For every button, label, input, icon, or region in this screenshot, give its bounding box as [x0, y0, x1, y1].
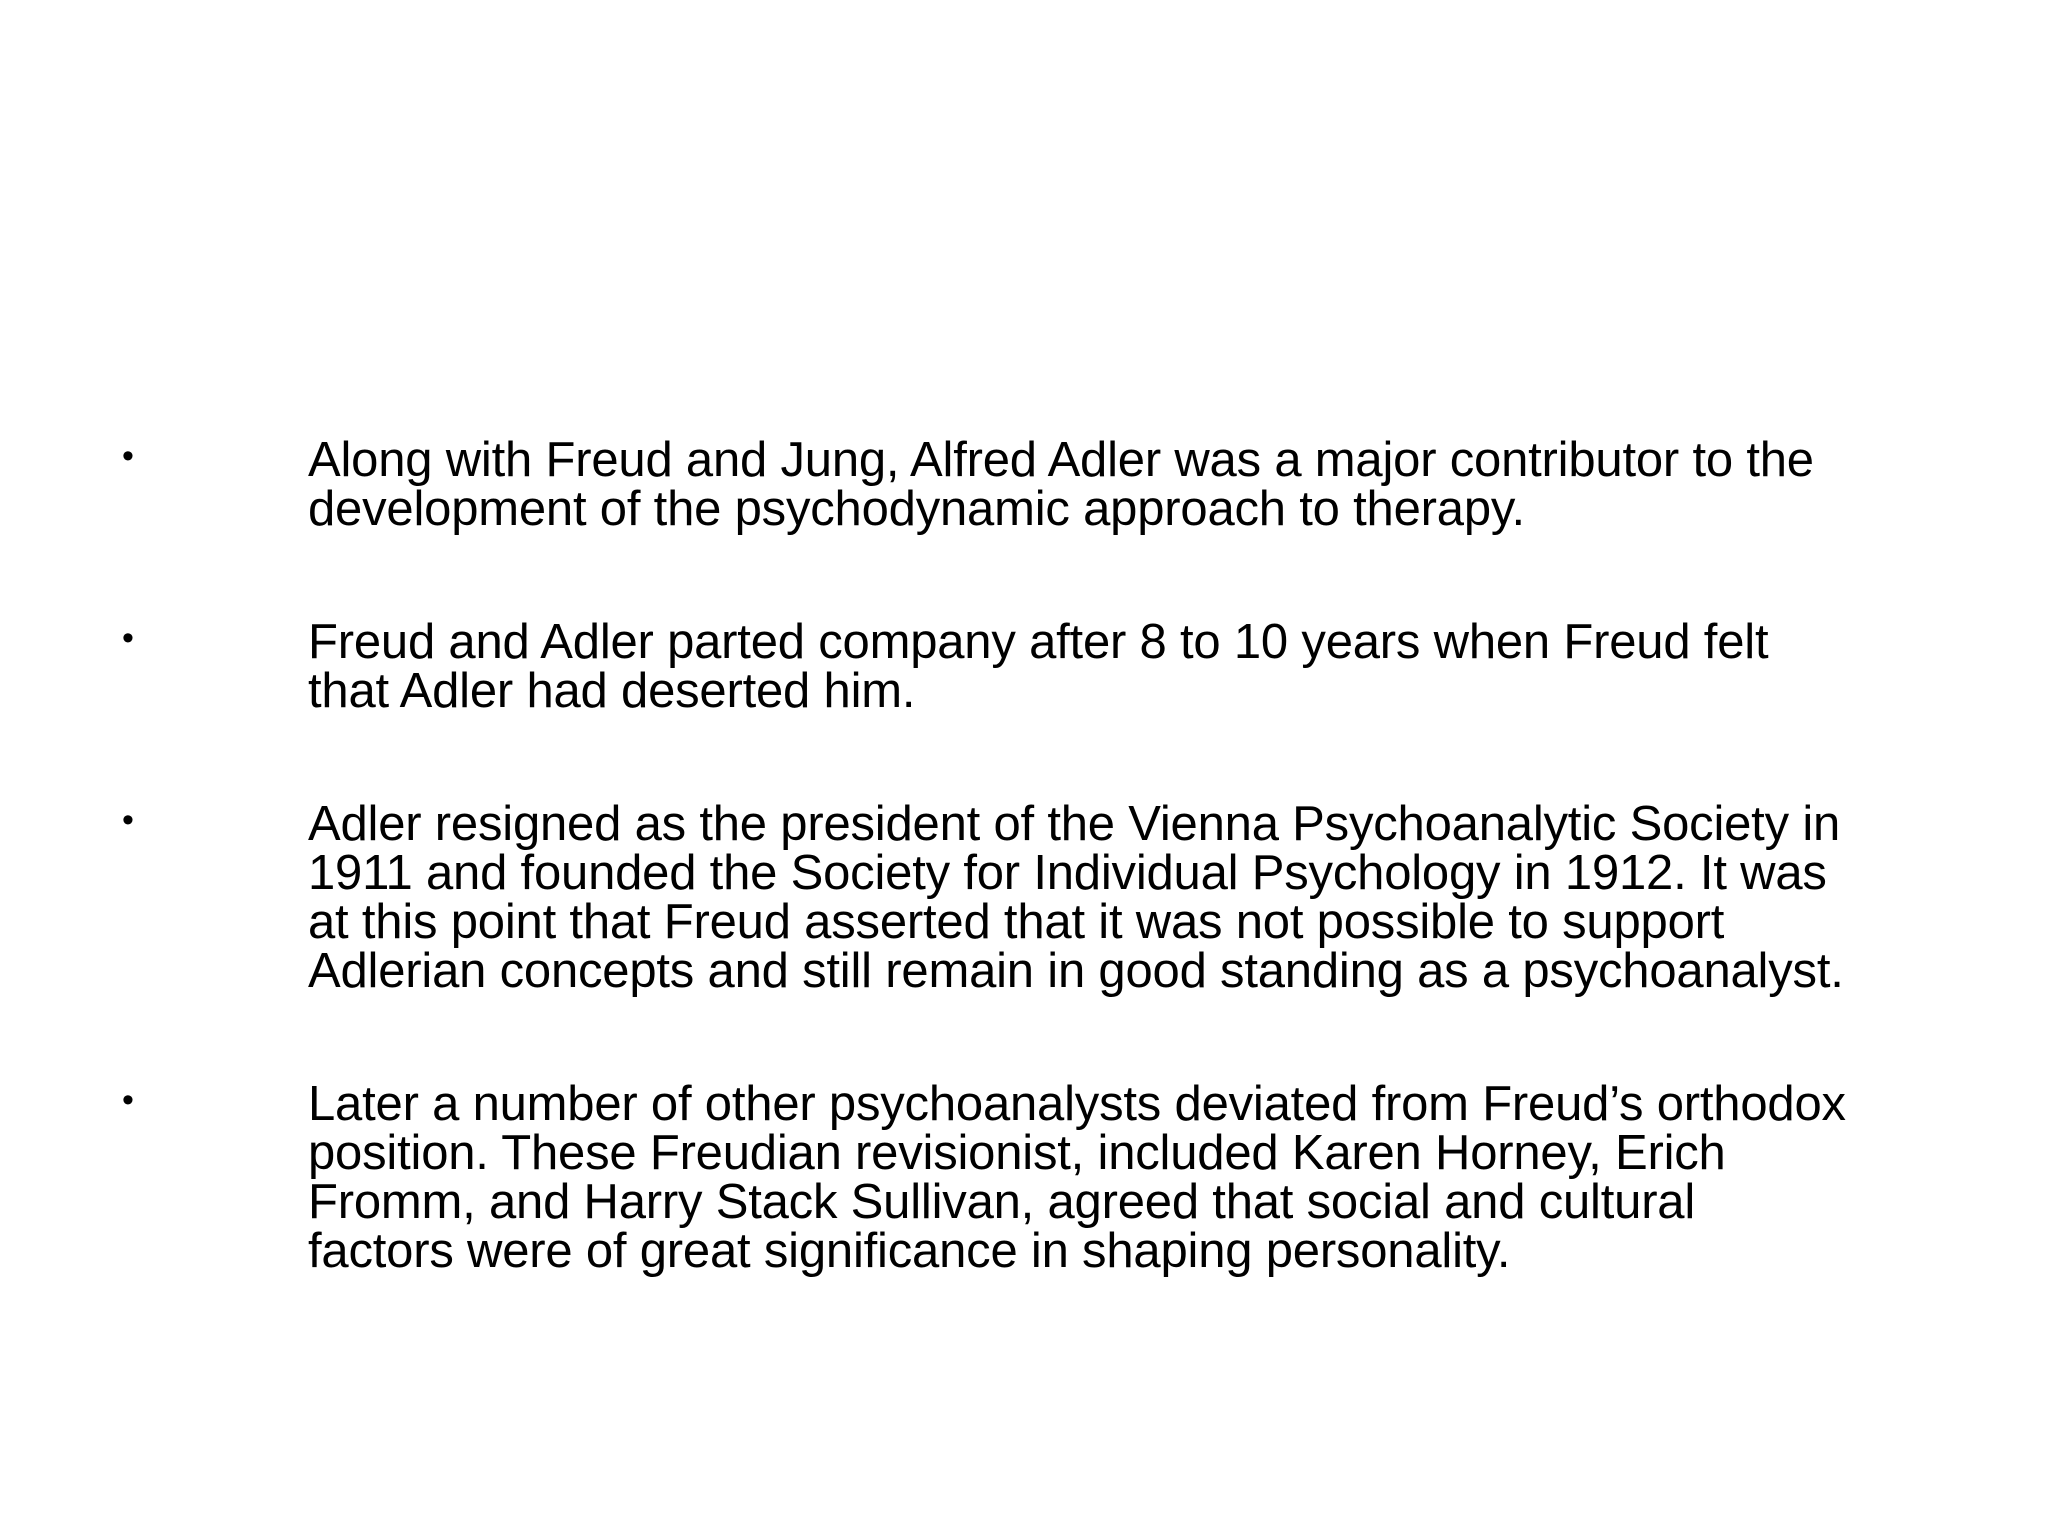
bullet-text: Along with Freud and Jung, Alfred Adler was a major contributor to the development of the psychodynamic approach to therapy. [308, 433, 1814, 536]
bullet-icon: • [122, 801, 134, 839]
bullet-icon: • [122, 1081, 134, 1119]
bullet-item [122, 433, 1982, 536]
bullet-icon: • [122, 619, 134, 657]
bullet-list [122, 433, 1982, 1278]
bullet-text: Later a number of other psychoanalysts deviated from Freud’s orthodox position. These Freudian revisionist, included Karen Horney, Erich Fromm, and Harry Stack Sullivan, agreed that social and cultural factors were of great significance in shaping personality. [308, 1077, 1846, 1278]
bullet-text: Adler resigned as the president of the Vienna Psychoanalytic Society in 1911 and founded the Society for Individual Psychology in 1912. It was at this point that Freud asserted that it was not possible to support Adlerian concepts and still remain in good standing as a psychoanalyst. [308, 797, 1844, 998]
bullet-item [122, 797, 1982, 998]
bullet-icon: • [122, 437, 134, 475]
bullet-item [122, 615, 1982, 718]
bullet-text: Freud and Adler parted company after 8 to 10 years when Freud felt that Adler had deserted him. [308, 615, 1769, 718]
bullet-item [122, 1077, 1982, 1278]
